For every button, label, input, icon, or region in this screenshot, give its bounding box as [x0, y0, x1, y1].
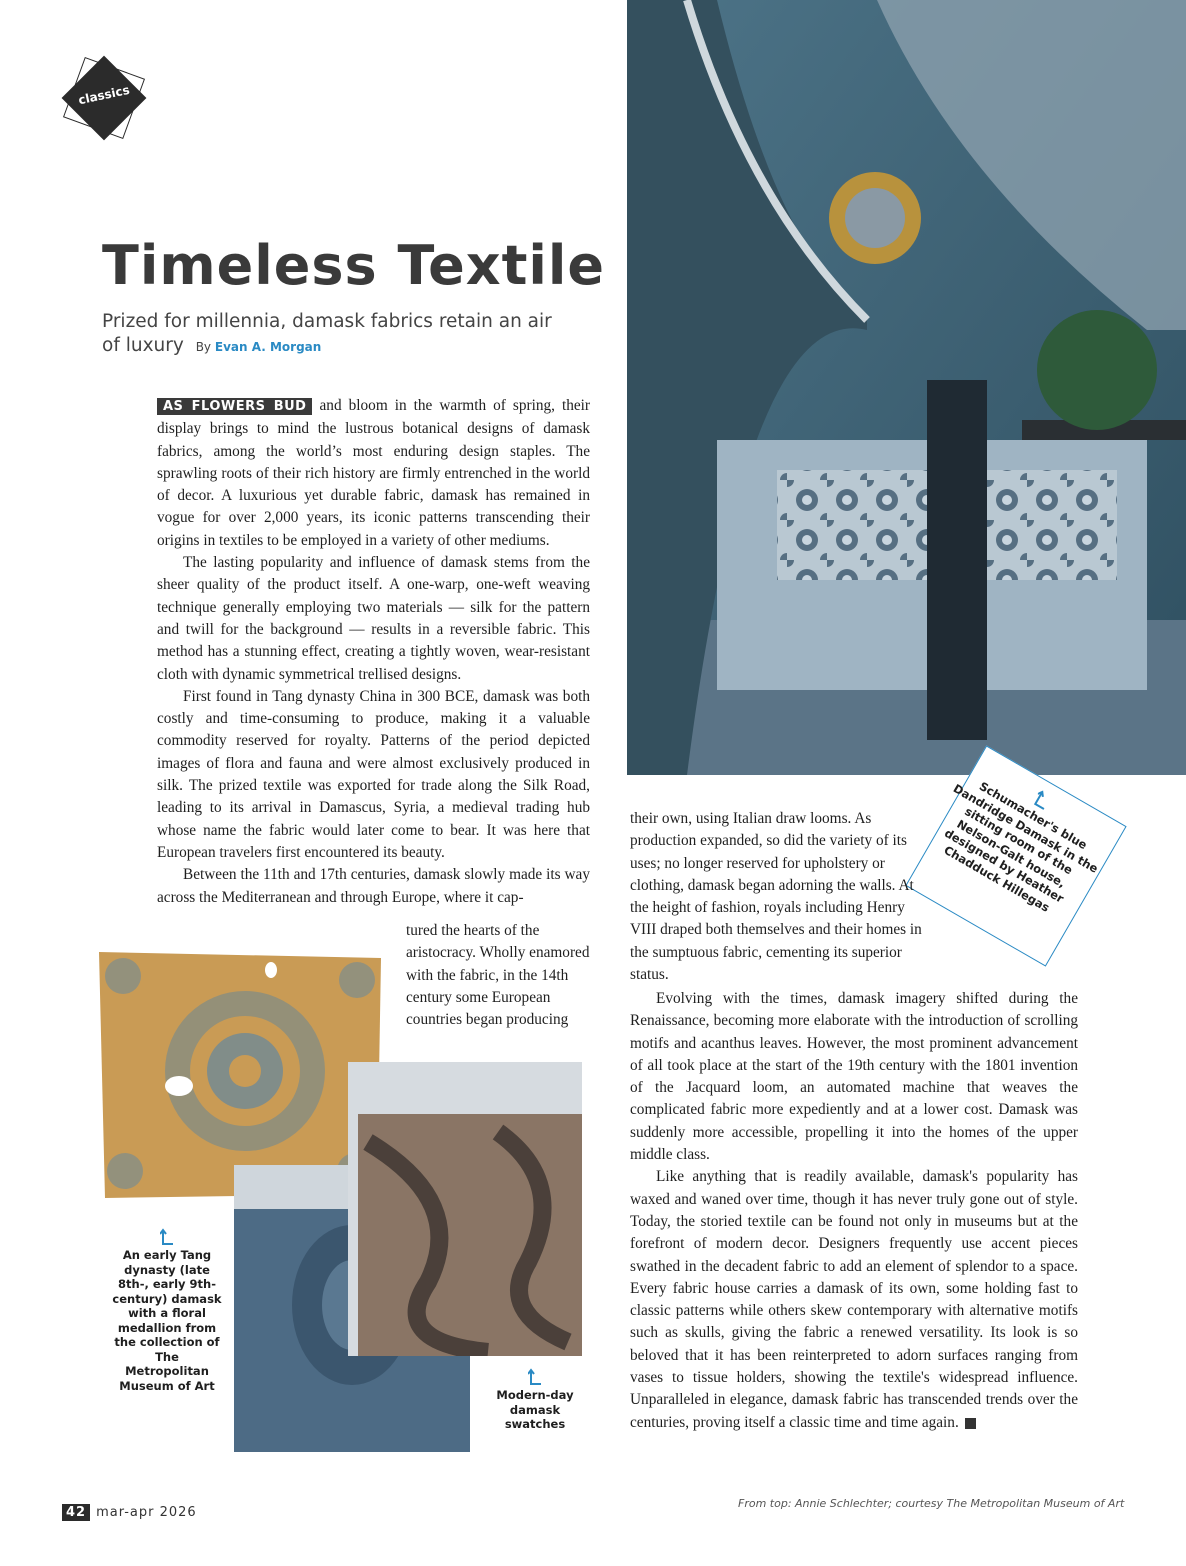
paragraph-1	[157, 395, 590, 552]
room-photo	[627, 0, 1186, 775]
paragraph-2: The lasting popularity and influence of damask stems from the sheer quality of the product itself. A one-warp, one-weft weaving technique generally employing two materials — silk for the pattern and twill for the background — results in a reversible fabric. This method has a stunning effect, creating a tightly woven, wear-resistant cloth with dynamic symmetrical trellised designs.	[157, 554, 590, 683]
caption-tang	[112, 1228, 222, 1393]
caption-arrow-icon	[528, 1368, 542, 1386]
caption-swatches	[490, 1368, 580, 1432]
caption-room-text: Schumacher's blue Dandridge Damask in the sitting room of the Nelson-Galt house, designed by Heather Chadduck Hillegas	[941, 778, 1101, 915]
caption-swatches-text: Modern-day damask swatches	[496, 1388, 574, 1431]
author-name: Evan A. Morgan	[214, 340, 322, 354]
section-badge-label: classics	[77, 82, 131, 108]
subtitle-text: Prized for millennia, damask fabrics retain an air of luxury	[102, 311, 552, 356]
article-subtitle	[102, 310, 572, 359]
taupe-damask-swatch	[348, 1062, 582, 1356]
byline	[196, 340, 322, 354]
paragraph-6	[630, 1166, 1078, 1434]
article-column-right	[630, 988, 1078, 1434]
byline-prefix: By	[195, 340, 212, 354]
issue-date: mar-apr 2026	[96, 1505, 197, 1520]
paragraph-6-text: Like anything that is readily available, damask's popularity has waxed and waned over time, though it has never truly gone out of style. Today, the storied textile can be found not only in museums but at the forefront of modern decor. Designers frequently use accent pieces swathed in the decadent fabric to add an element of splendor to a space. Every fabric house carries a damask of its own, some holding fast to classic patterns while others skew contemporary with alternative motifs such as skulls, giving the fabric a renewed versatility. Its look is so beloved that it has been reinterpreted to adorn surfaces ranging from vases to tissue holders, showing the textile's widespread influence. Unparalleled in elegance, damask fabric has transcended trends over the centuries, proving itself a classic time and time again.	[630, 1168, 1078, 1431]
article-column-right-wrap	[630, 808, 930, 986]
section-badge	[58, 52, 150, 144]
page-number: 42	[62, 1504, 90, 1521]
caption-arrow-icon	[160, 1228, 174, 1246]
paragraph-5: Evolving with the times, damask imagery shifted during the Renaissance, becoming more elaborate with the introduction of scrolling motifs and acanthus leaves. However, the most prominent advancement of all took place at the start of the 19th century with the 1801 invention of the Jacquard loom, an automated machine that weaves the complicated fabric more expediently and at a lower cost. Damask was suddenly more accessible, propelling it into the homes of the upper middle class.	[630, 990, 1078, 1164]
paragraph-4-end: their own, using Italian draw looms. As production expanded, so did the variety of its uses; no longer reserved for upholstery or clothing, damask began adorning the walls. At the height of fashion, royals including Henry VIII draped both themselves and their homes in the sumptuous fabric, cementing its superior status.	[630, 810, 922, 984]
photo-credit: From top: Annie Schlechter; courtesy The Metropolitan Museum of Art	[738, 1497, 1125, 1510]
caption-tang-text: An early Tang dynasty (late 8th-, early 9th-century) damask with a floral medallion from the collection of The Metropolitan Museum of Art	[112, 1248, 222, 1393]
lead-in: AS FLOWERS BUD	[157, 398, 312, 415]
paragraph-1-text: and bloom in the warmth of spring, their display brings to mind the lustrous botanical designs of damask fabrics, among the world’s most enduring design staples. The sprawling roots of their rich history are firmly entrenched in the world of decor. A luxurious yet durable fabric, damask has remained in vogue for over 2,000 years, its iconic patterns transcending their origins in textiles to be employed in a variety of other mediums.	[157, 397, 591, 549]
folio	[62, 1505, 197, 1520]
article-column-left-wrap	[406, 920, 590, 1031]
tang-damask-photo	[95, 946, 385, 1201]
paragraph-4: Between the 11th and 17th centuries, damask slowly made its way across the Mediterranean and through Europe, where it cap-	[157, 866, 590, 906]
article-title: Timeless Textile	[102, 234, 606, 297]
paragraph-4-continued: tured the hearts of the aristocracy. Wholly enamored with the fabric, in the 14th century some European countries began producing	[406, 922, 590, 1029]
paragraph-3: First found in Tang dynasty China in 300 BCE, damask was both costly and time-consuming to produce, making it a valuable commodity reserved for royalty. Patterns of the period depicted images of flora and fauna and were almost exclusively produced in silk. The prized textile was exported for trade along the Silk Road, leading to its arrival in Damascus, Syria, a medieval trading hub whose name the fabric would later come to bear. It was here that European travelers first encountered its beauty.	[157, 687, 590, 861]
article-column-left	[157, 395, 590, 909]
end-mark-icon	[965, 1418, 976, 1429]
